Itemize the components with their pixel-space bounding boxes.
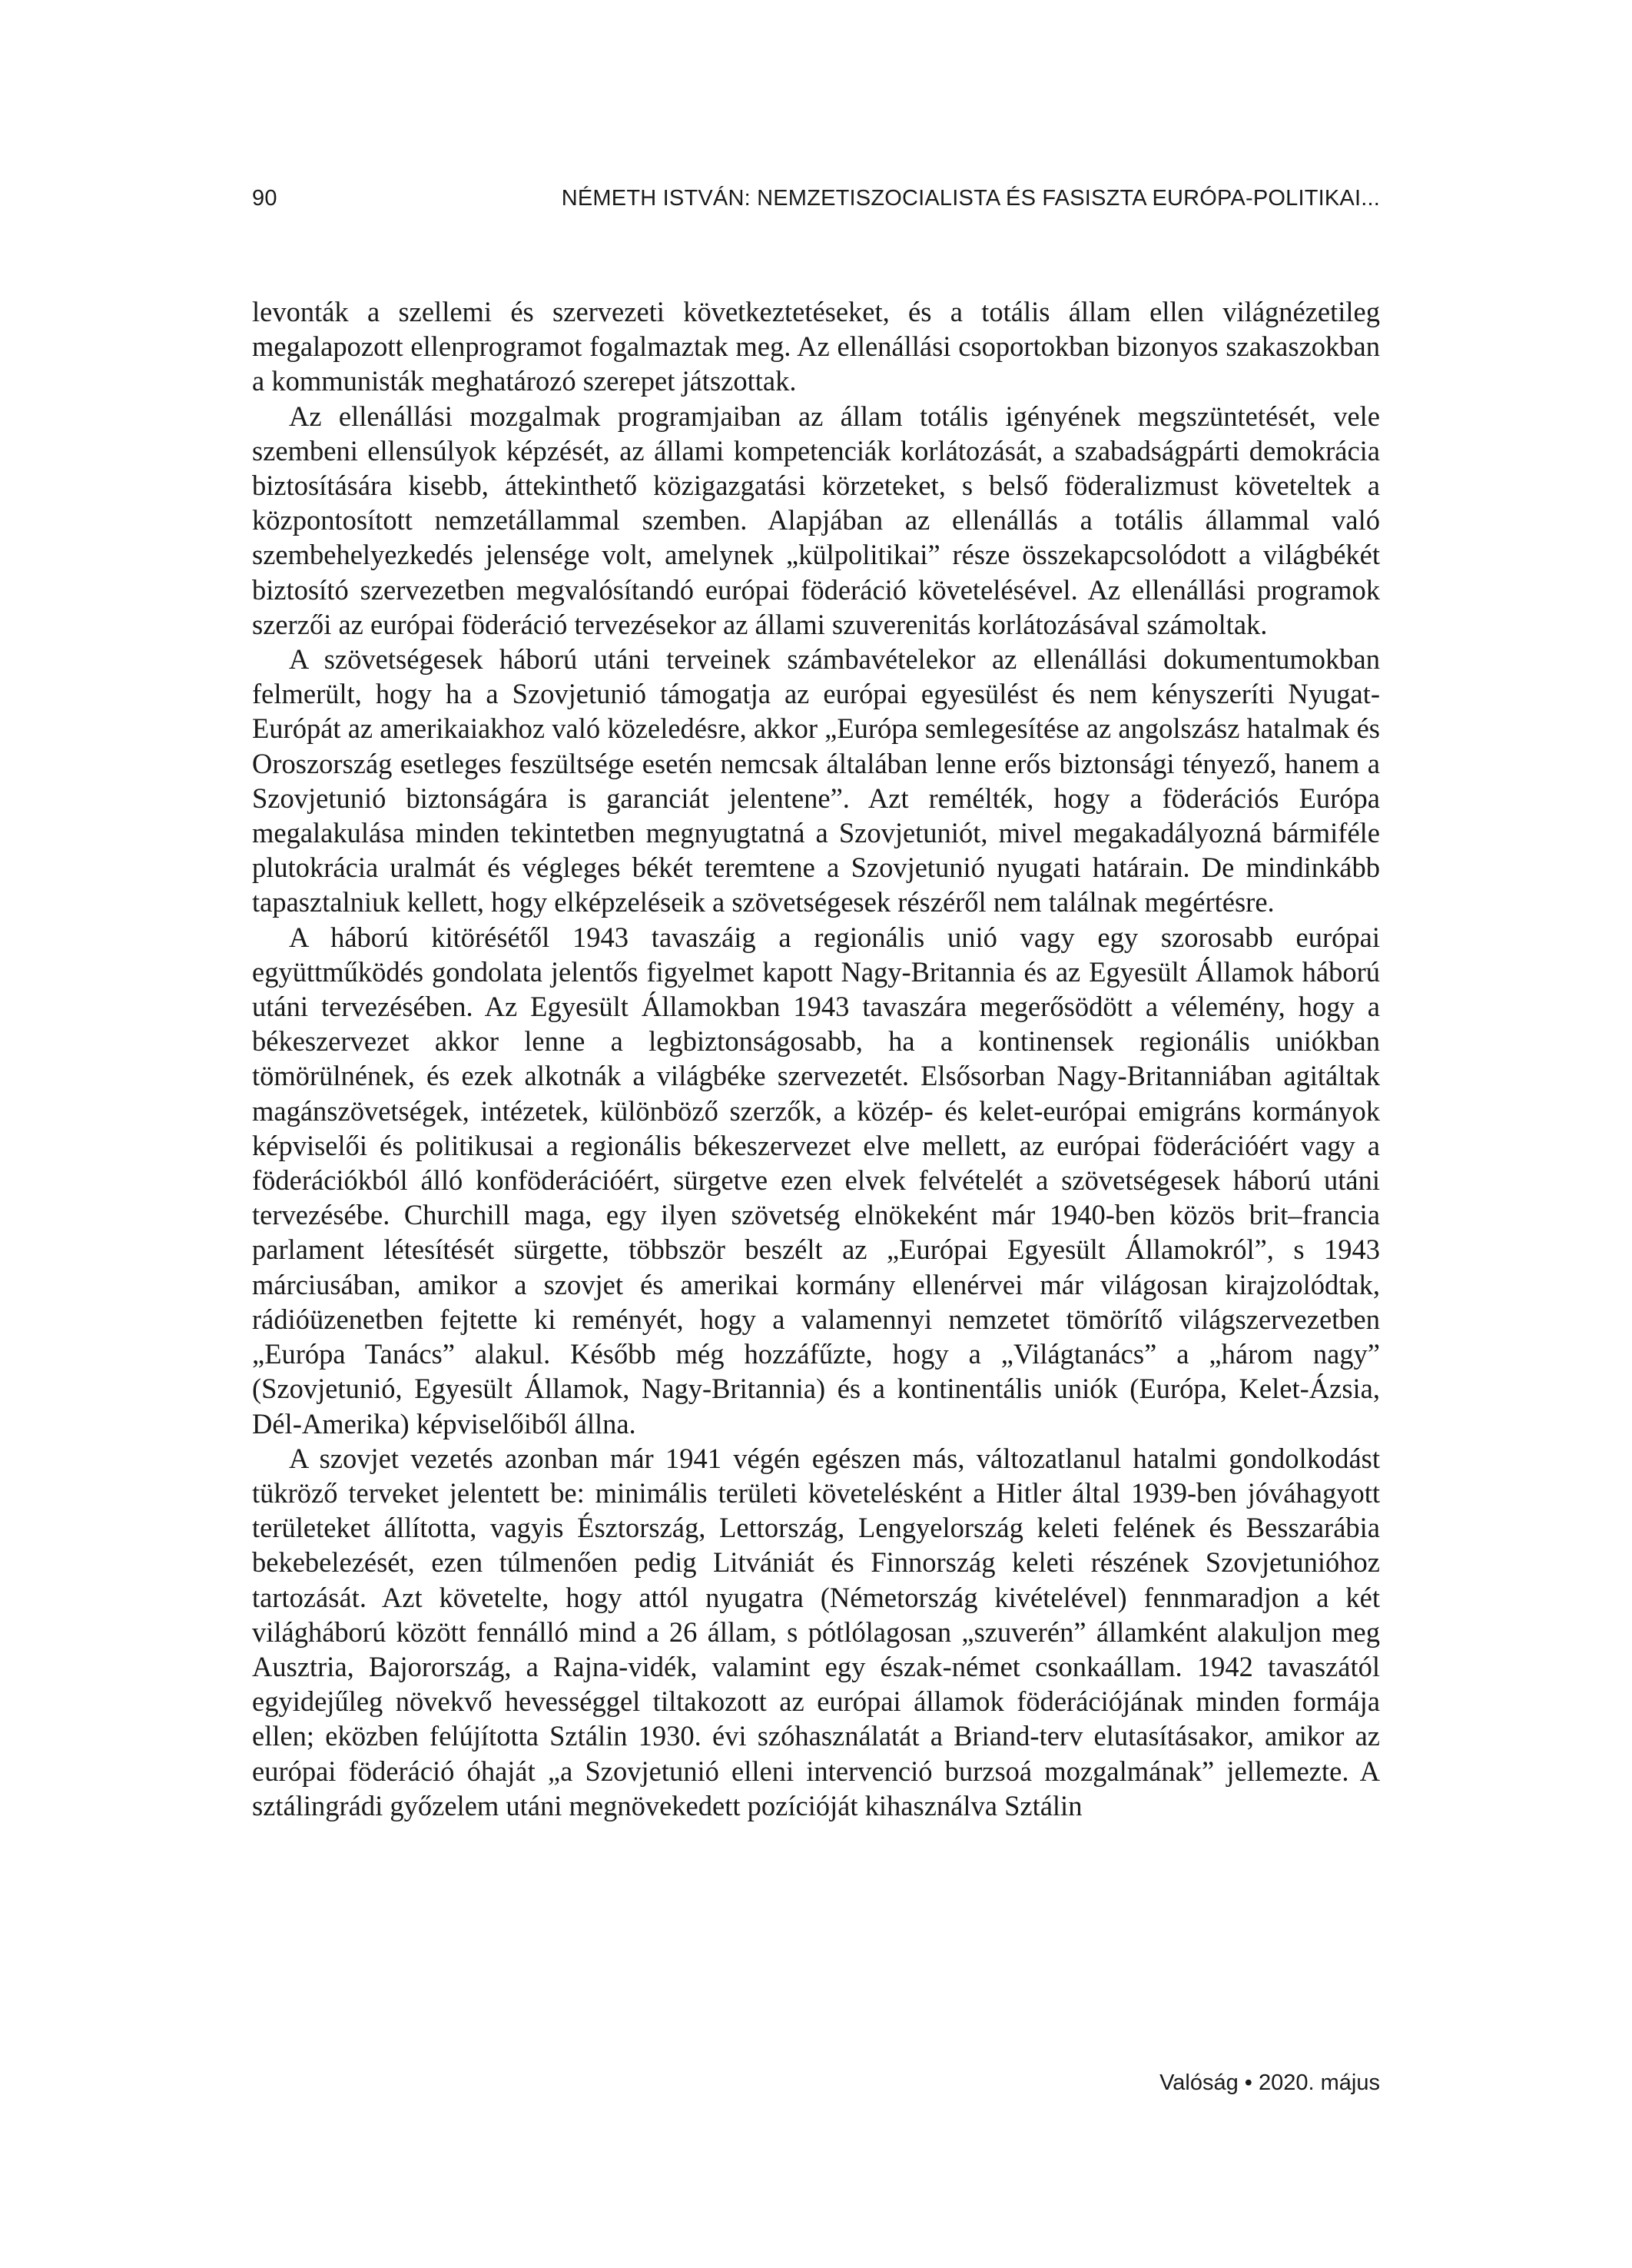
paragraph: levonták a szellemi és szervezeti következtetéseket, és a totális állam ellen világnézetileg megalapozott ellenprogramot fogalmaztak meg. Az ellenállási csoportokban bizonyos szakaszokban a kommunisták meghatározó szerepet játszottak. — [252, 296, 1380, 397]
paragraph: A szovjet vezetés azonban már 1941 végén egészen más, változatlanul hatalmi gondolkodást tükröző terveket jelentett be: minimális területi követelésként a Hitler által 1939-ben jóváhagyott területeket állította, vagyis Észtország, Lettország, Lengyelország keleti felének és Besszarábia bekebelezését, ezen túlmenően pedig Litvániát és Finnország keleti részének Szovjetunióhoz tartozását. Azt követelte, hogy attól nyugatra (Németország kivételével) fennmaradjon a két világháború között fennálló mind a 26 állam, s pótlólagosan „szuverén” államként alakuljon meg Ausztria, Bajorország, a Rajna-vidék, valamint egy észak-német csonkaállam. 1942 tavaszától egyidejűleg növekvő hevességgel tiltakozott az európai államok föderációjának minden formája ellen; eközben felújította Sztálin 1930. évi szóhasználatát a Briand-terv elutasításakor, amikor az európai föderáció óhaját „a Szovjetunió elleni intervenció burzsoá mozgalmának” jellemezte. A sztálingrádi győzelem utáni megnövekedett pozícióját kihasználva Sztálin — [252, 1442, 1380, 1821]
paragraph: Az ellenállási mozgalmak programjaiban az állam totális igényének megszüntetését, vele szembeni ellensúlyok képzését, az állami kompetenciák korlátozását, a szabadságpárti demokrácia biztosítására kisebb, áttekinthető közigazgatási körzeteket, s belső föderalizmust követeltek a központosított nemzetállammal szemben. Alapjában az ellenállás a totális állammal való szembehelyezkedés jelensége volt, amelynek „külpolitikai” része összekapcsolódott a világbékét biztosító szervezetben megvalósítandó európai föderáció követelésével. Az ellenállási programok szerzői az európai föderáció tervezésekor az állami szuverenitás korlátozásával számoltak. — [252, 400, 1380, 640]
running-title: NÉMETH ISTVÁN: NEMZETISZOCIALISTA ÉS FASISZTA EURÓPA-POLITIKAI... — [561, 186, 1380, 211]
publication-footer: Valóság • 2020. május — [1159, 2070, 1380, 2095]
paragraph: A szövetségesek háború utáni terveinek számbavételekor az ellenállási dokumentumokban felmerült, hogy ha a Szovjetunió támogatja az európai egyesülést és nem kényszeríti Nyugat-Európát az amerikaiakhoz való közeledésre, akkor „Európa semlegesítése az angolszász hatalmak és Oroszország esetleges feszültsége esetén nemcsak általában lenne erős biztonsági tényező, hanem a Szovjetunió biztonságára is garanciát jelentene”. Azt remélték, hogy a föderációs Európa megalakulása minden tekintetben megnyugtatná a Szovjetuniót, mivel megakadályozná bármiféle plutokrácia uralmát és végleges békét teremtene a Szovjetunió nyugati határain. De mindinkább tapasztalniuk kellett, hogy elképzeléseik a szövetségesek részéről nem találnak megértésre. — [252, 643, 1380, 918]
page-number: 90 — [252, 186, 277, 211]
running-header — [252, 186, 1380, 220]
article-body — [252, 294, 1380, 1823]
paragraph: A háború kitörésétől 1943 tavaszáig a regionális unió vagy egy szorosabb európai együttműködés gondolata jelentős figyelmet kapott Nagy-Britannia és az Egyesült Államok háború utáni tervezésében. Az Egyesült Államokban 1943 tavaszára megerősödött a vélemény, hogy a békeszervezet akkor lenne a legbiztonságosabb, ha a kontinensek regionális uniókban tömörülnének, és ezek alkotnák a világbéke szervezetét. Elsősorban Nagy-Britanniában agitáltak magánszövetségek, intézetek, különböző szerzők, a közép- és kelet-európai emigráns kormányok képviselői és politikusai a regionális békeszervezet elve mellett, az európai föderációért vagy a föderációkból álló konföderációért, sürgetve ezen elvek felvételét a szövetségesek háború utáni tervezésébe. Churchill maga, egy ilyen szövetség elnökeként már 1940-ben közös brit–francia parlament létesítését sürgette, többször beszélt az „Európai Egyesült Államokról”, s 1943 márciusában, amikor a szovjet és amerikai kormány ellenérvei már világosan kirajzolódtak, rádióüzenetben fejtette ki reményét, hogy a valamennyi nemzetet tömörítő világszervezetben „Európa Tanács” alakul. Később még hozzáfűzte, hogy a „Világtanács” a „három nagy” (Szovjetunió, Egyesült Államok, Nagy-Britannia) és a kontinentális uniók (Európa, Kelet-Ázsia, Dél-Amerika) képviselőiből állna. — [252, 921, 1380, 1439]
